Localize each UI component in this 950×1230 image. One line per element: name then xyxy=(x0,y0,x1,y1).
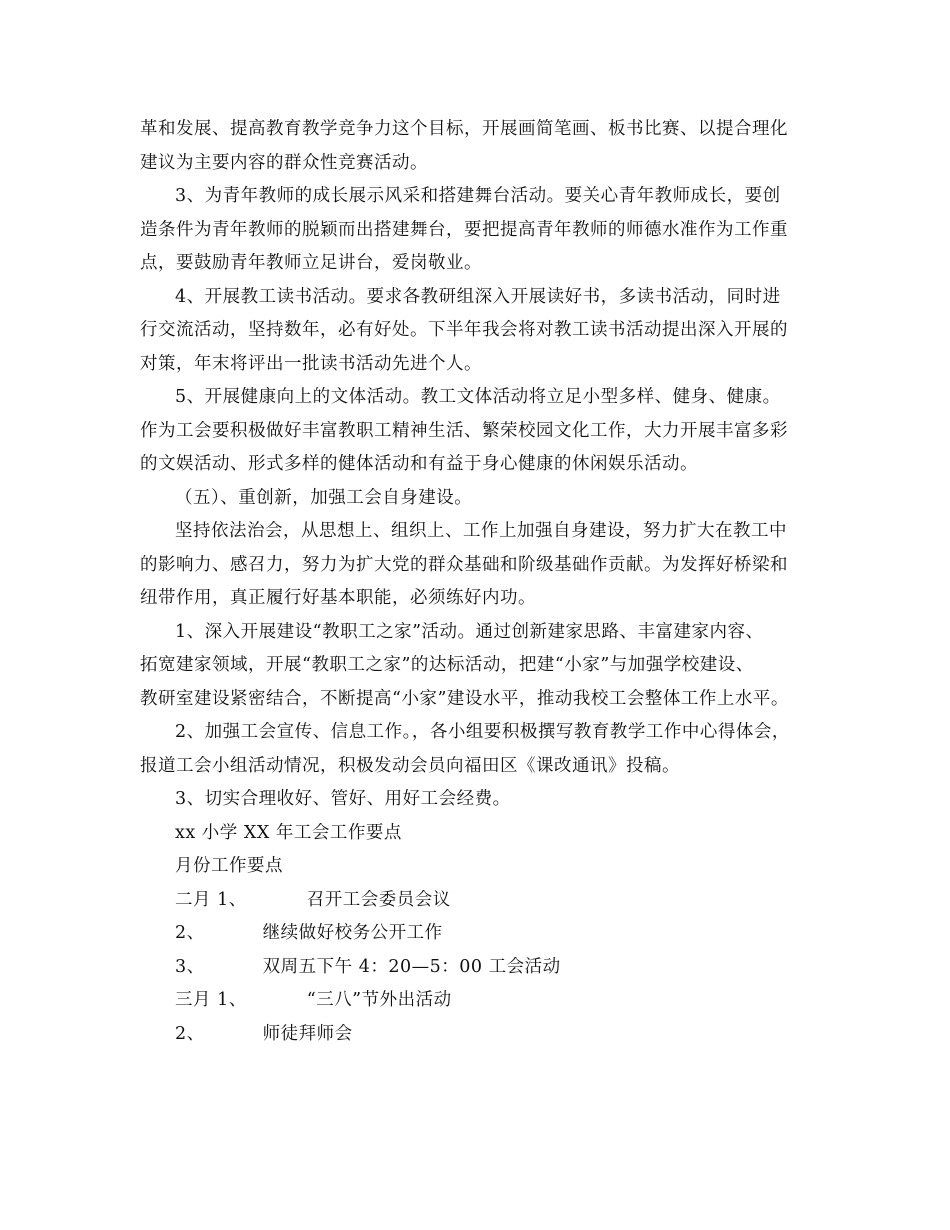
schedule-prefix: 三月 1、 xyxy=(175,990,247,1010)
paragraph-line: 报道工会小组活动情况，积极发动会员向福田区《课改通讯》投稿。 xyxy=(140,755,680,776)
schedule-prefix: 二月 1、 xyxy=(175,889,247,910)
document-body xyxy=(140,113,820,1051)
schedule-row xyxy=(140,984,820,1018)
schedule-row xyxy=(140,884,820,918)
paragraph-line: 作为工会要积极做好丰富教职工精神生活、繁荣校园文化工作，大力开展丰富多彩 xyxy=(140,420,788,441)
schedule-row xyxy=(140,917,820,951)
paragraph-line: 1、深入开展建设“教职工之家”活动。通过创新建家思路、丰富建家内容、 xyxy=(175,621,764,642)
paragraph-line: 3、切实合理收好、管好、用好工会经费。 xyxy=(175,789,511,809)
schedule-item: 继续做好校务公开工作 xyxy=(262,923,443,943)
plan-subtitle: 月份工作要点 xyxy=(175,856,283,876)
paragraph-line: 建议为主要内容的群众性竞赛活动。 xyxy=(140,152,428,173)
paragraph-line: 革和发展、提高教育教学竞争力这个目标，开展画简笔画、板书比赛、以提合理化 xyxy=(140,119,788,139)
paragraph-line: 拓宽建家领域，开展“教职工之家”的达标活动，把建“小家”与加强学校建设、 xyxy=(140,655,754,675)
paragraph-line: 对策，年末将评出一批读书活动先进个人。 xyxy=(140,353,482,374)
paragraph-line: 5、开展健康向上的文体活动。教工文体活动将立足小型多样、健身、健康。 xyxy=(175,387,781,407)
paragraph-line: 纽带作用，真正履行好基本职能，必须练好内功。 xyxy=(140,588,536,608)
paragraph-line: 行交流活动，坚持数年，必有好处。下半年我会将对教工读书活动提出深入开展的 xyxy=(140,320,788,340)
paragraph-line: 造条件为青年教师的脱颖而出搭建舞台，要把提高青年教师的师德水准作为工作重 xyxy=(140,219,788,240)
schedule-row xyxy=(140,951,820,985)
schedule-prefix: 2、 xyxy=(175,1023,205,1044)
schedule-item: “三八”节外出活动 xyxy=(306,990,452,1010)
schedule-item: 召开工会委员会议 xyxy=(306,889,451,910)
plan-title: xx 小学 XX 年工会工作要点 xyxy=(175,822,402,843)
schedule-prefix: 3、 xyxy=(175,956,205,977)
section-heading: （五）、重创新，加强工会自身建设。 xyxy=(175,487,473,508)
paragraph-line: 点，要鼓励青年教师立足讲台，爱岗敬业。 xyxy=(140,253,482,273)
paragraph-line: 2、加强工会宣传、信息工作。，各小组要积极撰写教育教学工作中心得体会， xyxy=(175,722,790,742)
schedule-prefix: 2、 xyxy=(175,923,205,943)
schedule-item: 师徒拜师会 xyxy=(262,1023,353,1044)
schedule-item: 双周五下午 4：20—5：00 工会活动 xyxy=(262,956,561,977)
paragraph-line: 的影响力、感召力，努力为扩大党的群众基础和阶级基础作贡献。为发挥好桥梁和 xyxy=(140,554,788,575)
paragraph-line: 4、开展教工读书活动。要求各教研组深入开展读好书，多读书活动，同时进 xyxy=(175,286,781,307)
paragraph-line: 教研室建设紧密结合，不断提高“小家”建设水平，推动我校工会整体工作上水平。 xyxy=(140,688,789,709)
paragraph-line: 3、为青年教师的成长展示风采和搭建舞台活动。要关心青年教师成长，要创 xyxy=(175,186,781,206)
paragraph-line: 的文娱活动、形式多样的健体活动和有益于身心健康的休闲娱乐活动。 xyxy=(140,454,698,474)
schedule-row xyxy=(140,1018,820,1052)
paragraph-line: 坚持依法治会，从思想上、组织上、工作上加强自身建设，努力扩大在教工中 xyxy=(175,521,787,541)
